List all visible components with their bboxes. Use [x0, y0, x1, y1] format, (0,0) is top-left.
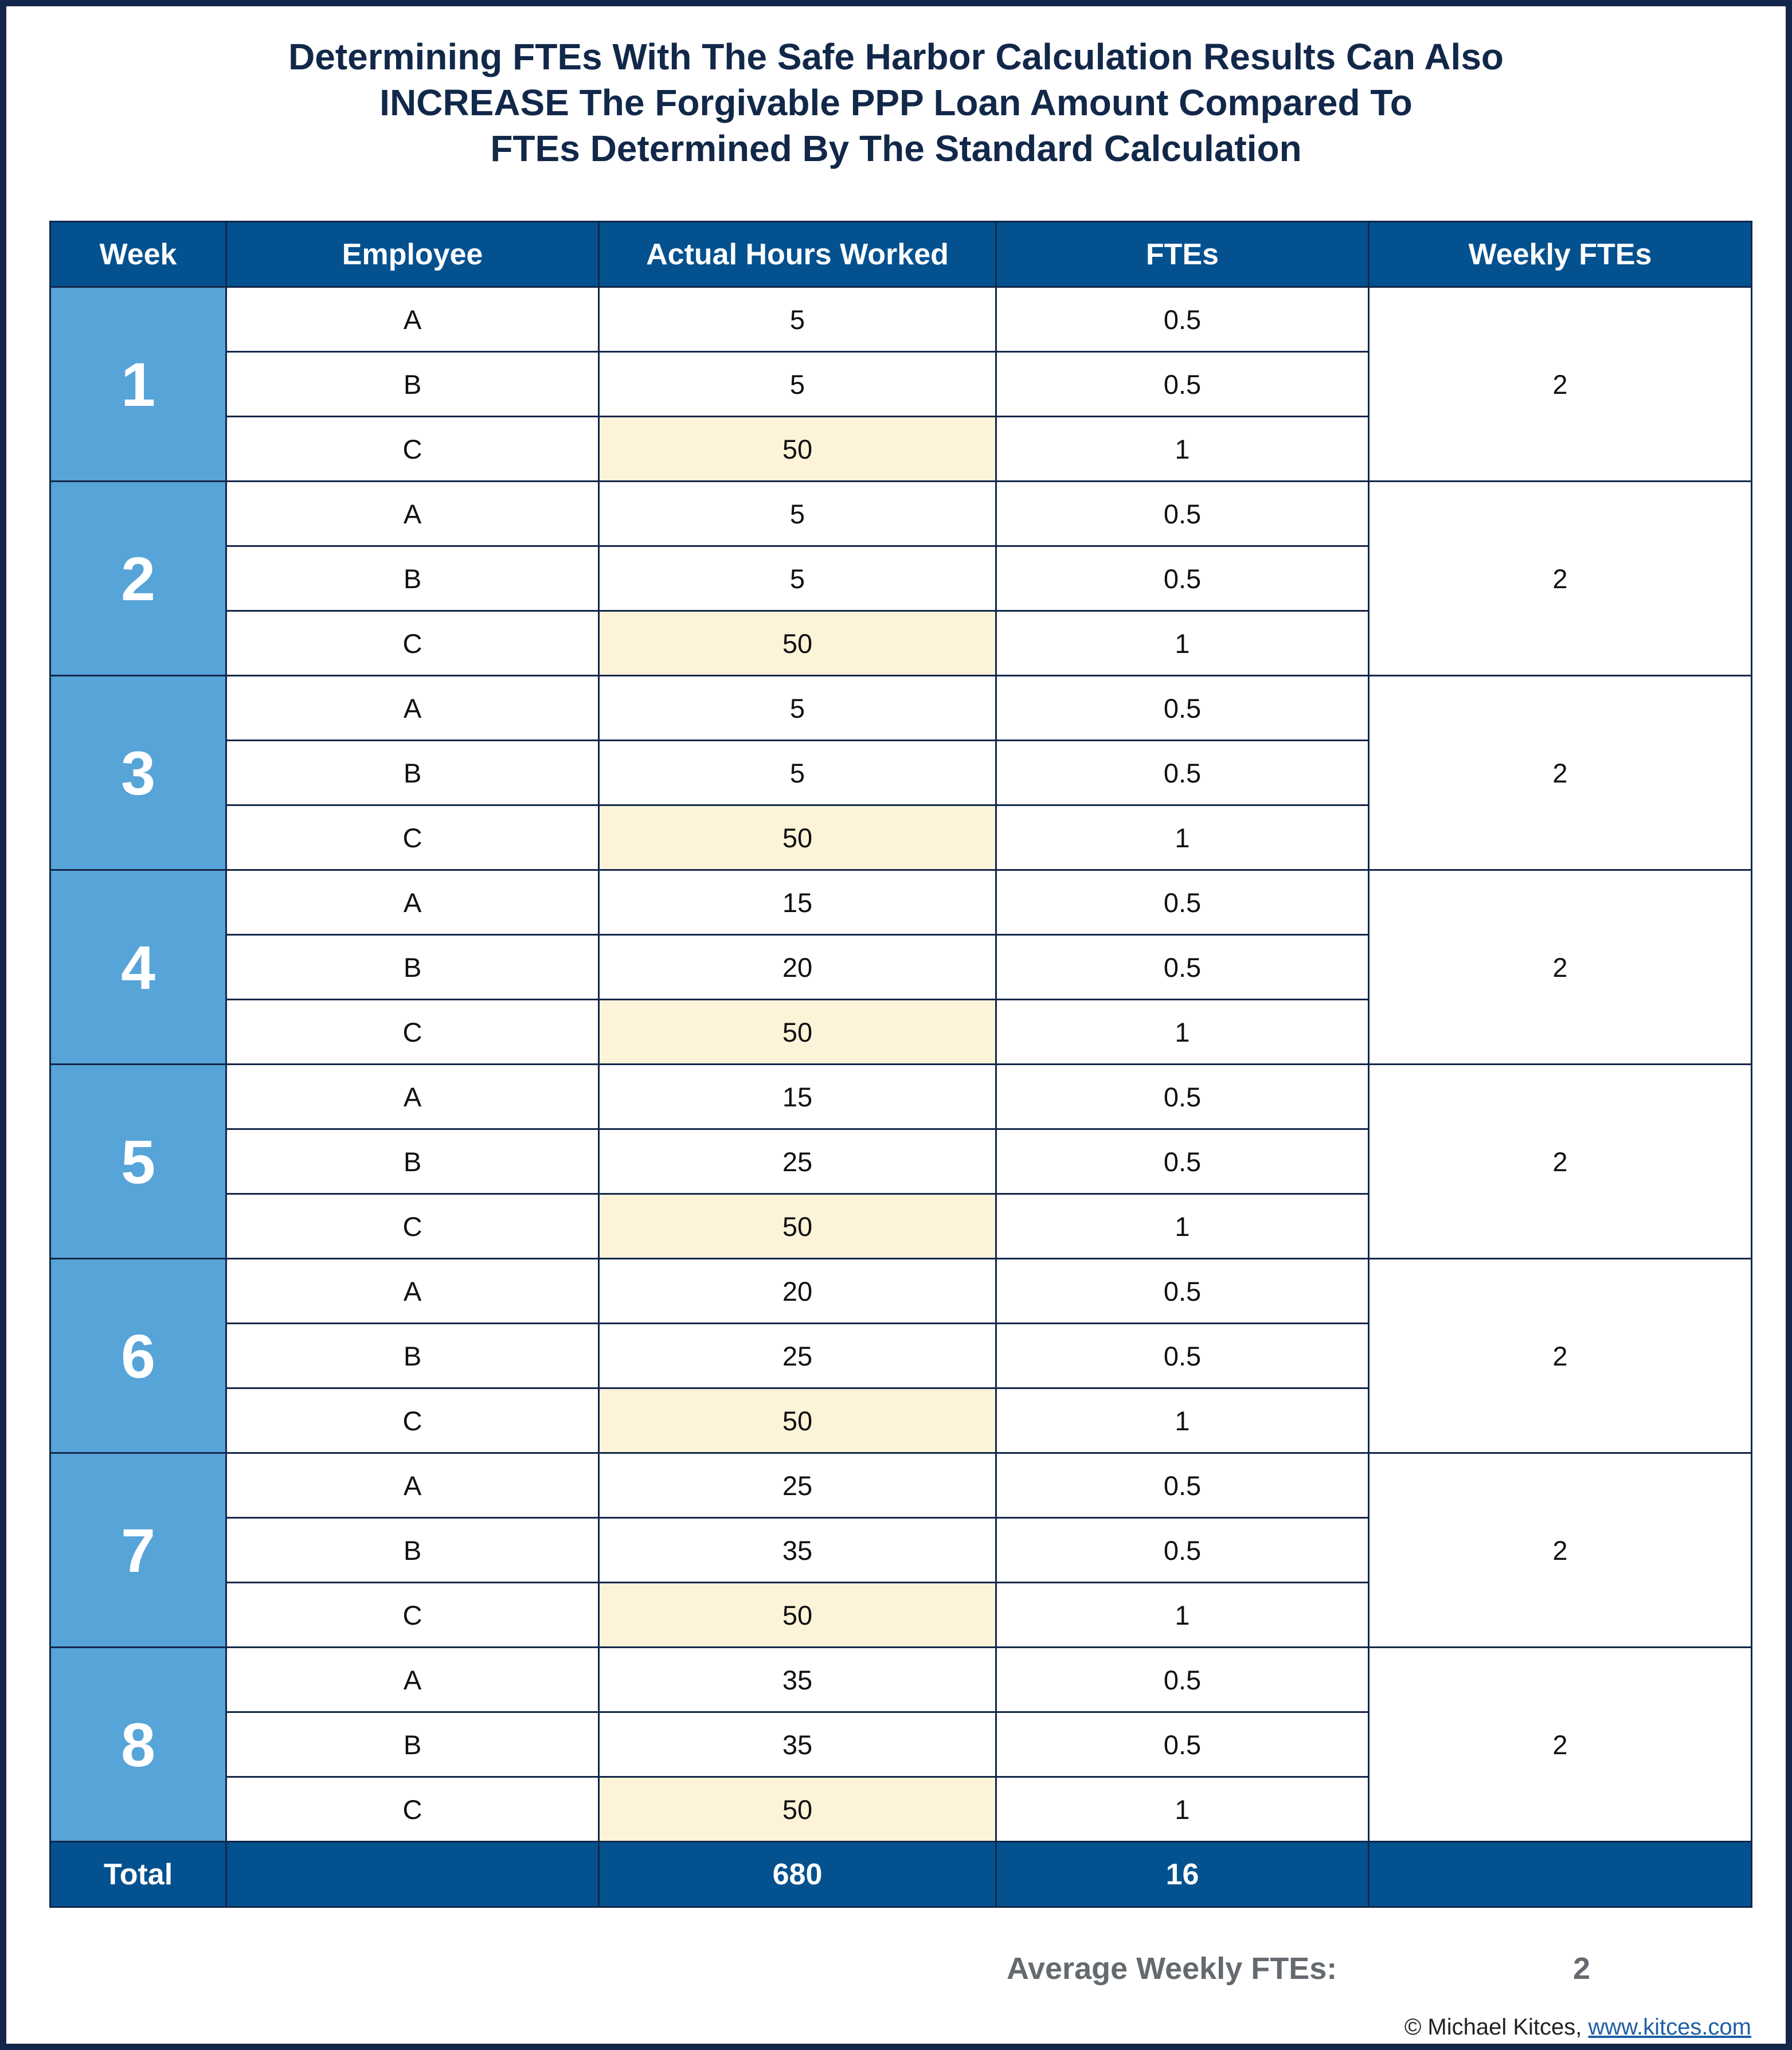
week-number-cell: 4 — [50, 870, 226, 1065]
credit-line — [1404, 2014, 1751, 2040]
credit-link[interactable]: www.kitces.com — [1588, 2014, 1751, 2040]
title-line-3: FTEs Determined By The Standard Calculation — [490, 128, 1302, 169]
hours-cell: 25 — [599, 1129, 996, 1194]
title-line-1: Determining FTEs With The Safe Harbor Calculation Results Can Also — [288, 36, 1504, 77]
employee-cell: A — [226, 1453, 599, 1518]
ftes-cell: 0.5 — [996, 1324, 1369, 1388]
table-body — [50, 287, 1752, 1842]
ftes-cell: 0.5 — [996, 676, 1369, 741]
average-weekly-ftes-value: 2 — [1572, 1951, 1591, 1986]
ftes-cell: 1 — [996, 1583, 1369, 1648]
table-header-row — [50, 222, 1752, 287]
fte-table — [49, 221, 1752, 1908]
weekly-ftes-cell: 2 — [1369, 1065, 1752, 1259]
table-row — [50, 1065, 1752, 1129]
employee-cell: C — [226, 1194, 599, 1259]
employee-cell: B — [226, 1129, 599, 1194]
ftes-cell: 0.5 — [996, 935, 1369, 1000]
table-row — [50, 1259, 1752, 1324]
hours-cell: 50 — [599, 1583, 996, 1648]
column-header-ftes: FTEs — [996, 222, 1369, 287]
hours-cell: 20 — [599, 1259, 996, 1324]
hours-cell: 50 — [599, 1000, 996, 1065]
ftes-cell: 1 — [996, 1388, 1369, 1453]
hours-cell: 5 — [599, 741, 996, 805]
ftes-cell: 0.5 — [996, 1259, 1369, 1324]
hours-cell: 5 — [599, 352, 996, 417]
column-header-actual-hours: Actual Hours Worked — [599, 222, 996, 287]
employee-cell: C — [226, 805, 599, 870]
week-number-cell: 8 — [50, 1648, 226, 1842]
ftes-cell: 0.5 — [996, 287, 1369, 352]
ftes-cell: 0.5 — [996, 1518, 1369, 1583]
weekly-ftes-cell: 2 — [1369, 1453, 1752, 1648]
employee-cell: B — [226, 1518, 599, 1583]
ftes-cell: 1 — [996, 611, 1369, 676]
employee-cell: C — [226, 611, 599, 676]
column-header-employee: Employee — [226, 222, 599, 287]
employee-cell: C — [226, 1000, 599, 1065]
total-employee-cell — [226, 1842, 599, 1907]
employee-cell: C — [226, 1583, 599, 1648]
hours-cell: 50 — [599, 417, 996, 482]
week-number-cell: 6 — [50, 1259, 226, 1453]
title-line-2: INCREASE The Forgivable PPP Loan Amount Compared To — [379, 82, 1413, 123]
total-row — [50, 1842, 1752, 1907]
employee-cell: A — [226, 676, 599, 741]
weekly-ftes-cell: 2 — [1369, 1648, 1752, 1842]
hours-cell: 5 — [599, 287, 996, 352]
week-number-cell: 1 — [50, 287, 226, 482]
table-row — [50, 1648, 1752, 1712]
employee-cell: B — [226, 1324, 599, 1388]
employee-cell: C — [226, 417, 599, 482]
hours-cell: 5 — [599, 676, 996, 741]
ftes-cell: 0.5 — [996, 1129, 1369, 1194]
ftes-cell: 0.5 — [996, 352, 1369, 417]
employee-cell: A — [226, 482, 599, 546]
hours-cell: 35 — [599, 1712, 996, 1777]
employee-cell: A — [226, 1259, 599, 1324]
table-row — [50, 870, 1752, 935]
hours-cell: 35 — [599, 1648, 996, 1712]
employee-cell: A — [226, 870, 599, 935]
hours-cell: 25 — [599, 1453, 996, 1518]
employee-cell: C — [226, 1777, 599, 1842]
table-row — [50, 482, 1752, 546]
total-weekly-ftes-cell — [1369, 1842, 1752, 1907]
weekly-ftes-cell: 2 — [1369, 1259, 1752, 1453]
table-row — [50, 1453, 1752, 1518]
hours-cell: 50 — [599, 1388, 996, 1453]
ftes-cell: 0.5 — [996, 1712, 1369, 1777]
week-number-cell: 5 — [50, 1065, 226, 1259]
average-weekly-ftes-label: Average Weekly FTEs: — [1007, 1951, 1337, 1986]
ftes-cell: 1 — [996, 805, 1369, 870]
employee-cell: B — [226, 352, 599, 417]
week-number-cell: 3 — [50, 676, 226, 870]
table-row — [50, 287, 1752, 352]
employee-cell: A — [226, 1065, 599, 1129]
employee-cell: B — [226, 546, 599, 611]
hours-cell: 25 — [599, 1324, 996, 1388]
ftes-cell: 0.5 — [996, 1065, 1369, 1129]
hours-cell: 5 — [599, 482, 996, 546]
ftes-cell: 0.5 — [996, 870, 1369, 935]
hours-cell: 20 — [599, 935, 996, 1000]
hours-cell: 15 — [599, 1065, 996, 1129]
ftes-cell: 1 — [996, 1194, 1369, 1259]
total-label: Total — [50, 1842, 226, 1907]
employee-cell: C — [226, 1388, 599, 1453]
weekly-ftes-cell: 2 — [1369, 287, 1752, 482]
ftes-cell: 1 — [996, 1777, 1369, 1842]
ftes-cell: 1 — [996, 417, 1369, 482]
ftes-cell: 1 — [996, 1000, 1369, 1065]
hours-cell: 5 — [599, 546, 996, 611]
weekly-ftes-cell: 2 — [1369, 870, 1752, 1065]
total-hours: 680 — [599, 1842, 996, 1907]
ftes-cell: 0.5 — [996, 482, 1369, 546]
employee-cell: A — [226, 1648, 599, 1712]
table-row — [50, 676, 1752, 741]
hours-cell: 50 — [599, 1777, 996, 1842]
week-number-cell: 7 — [50, 1453, 226, 1648]
hours-cell: 35 — [599, 1518, 996, 1583]
hours-cell: 15 — [599, 870, 996, 935]
employee-cell: B — [226, 741, 599, 805]
column-header-week: Week — [50, 222, 226, 287]
ftes-cell: 0.5 — [996, 1648, 1369, 1712]
ftes-cell: 0.5 — [996, 741, 1369, 805]
credit-text: © Michael Kitces, — [1404, 2014, 1588, 2040]
employee-cell: B — [226, 1712, 599, 1777]
column-header-weekly-ftes: Weekly FTEs — [1369, 222, 1752, 287]
ftes-cell: 0.5 — [996, 546, 1369, 611]
page-title — [6, 34, 1786, 171]
hours-cell: 50 — [599, 805, 996, 870]
weekly-ftes-cell: 2 — [1369, 482, 1752, 676]
hours-cell: 50 — [599, 1194, 996, 1259]
ftes-cell: 0.5 — [996, 1453, 1369, 1518]
employee-cell: A — [226, 287, 599, 352]
employee-cell: B — [226, 935, 599, 1000]
hours-cell: 50 — [599, 611, 996, 676]
total-ftes: 16 — [996, 1842, 1369, 1907]
weekly-ftes-cell: 2 — [1369, 676, 1752, 870]
week-number-cell: 2 — [50, 482, 226, 676]
